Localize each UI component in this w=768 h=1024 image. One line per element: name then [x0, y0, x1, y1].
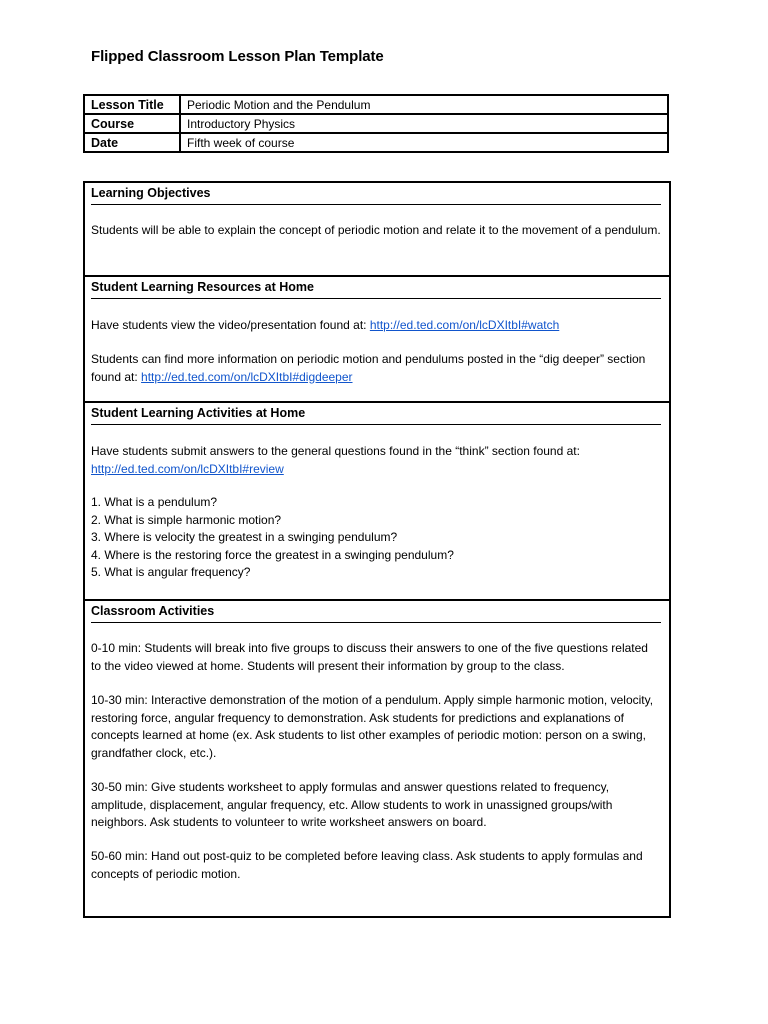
home-activities-section: [85, 401, 669, 599]
resources-section: [85, 275, 669, 401]
objectives-section: [85, 183, 669, 275]
list-item: 3. Where is velocity the greatest in a swinging pendulum?: [91, 530, 398, 544]
course-value: Introductory Physics: [180, 114, 668, 133]
home-activities-heading: Student Learning Activities at Home: [91, 406, 661, 425]
lesson-info-table: [83, 94, 669, 153]
home-activities-intro-text: Have students submit answers to the general questions found in the “think” section found at:: [91, 444, 580, 458]
resources-paragraph-1: [91, 317, 661, 335]
dig-deeper-link[interactable]: http://ed.ted.com/on/lcDXItbI#digdeeper: [141, 369, 353, 384]
lesson-title-label: Lesson Title: [84, 95, 180, 114]
table-row: [84, 133, 668, 152]
lesson-title-value: Periodic Motion and the Pendulum: [180, 95, 668, 114]
watch-link[interactable]: http://ed.ted.com/on/lcDXItbI#watch: [369, 318, 560, 332]
list-item: 5. What is angular frequency?: [91, 565, 251, 579]
review-link[interactable]: http://ed.ted.com/on/lcDXItbI#review: [91, 461, 284, 476]
resources-text-2: Students can find more information on periodic motion and pendulums posted in the “dig deeper” section found at:: [91, 352, 646, 384]
lesson-plan-box: [83, 181, 671, 918]
question-list: [91, 494, 661, 582]
home-activities-intro: [91, 443, 661, 478]
list-item: 4. Where is the restoring force the greatest in a swinging pendulum?: [91, 547, 454, 562]
resources-paragraph-2: [91, 351, 661, 386]
table-row: [84, 114, 668, 133]
classroom-paragraph-3: 30-50 min: Give students worksheet to apply formulas and answer questions related to frequency, amplitude, displacement, angular frequency, etc. Allow students to work in unassigned groups/with neighbors. Ask students to volunteer to write worksheet answers on board.: [91, 780, 613, 829]
course-label: Course: [84, 114, 180, 133]
objectives-text: Students will be able to explain the concept of periodic motion and relate it to the movement of a pendulum.: [91, 223, 661, 237]
list-item: 2. What is simple harmonic motion?: [91, 512, 282, 527]
date-label: Date: [84, 133, 180, 152]
classroom-section: [85, 599, 669, 916]
resources-heading: Student Learning Resources at Home: [91, 280, 661, 299]
classroom-paragraph-1: 0-10 min: Students will break into five groups to discuss their answers to one of the five questions related to the video viewed at home. Students will present their information by group to the class.: [91, 641, 648, 673]
date-value: Fifth week of course: [180, 133, 668, 152]
resources-text-1: Have students view the video/presentation found at:: [91, 318, 370, 332]
classroom-heading: Classroom Activities: [91, 604, 661, 623]
classroom-paragraph-2: 10-30 min: Interactive demonstration of the motion of a pendulum. Apply simple harmonic motion, velocity, restoring force, angular frequency to demonstration. Ask students for predictions and explanations of concepts learned at home (ex. Ask students to list other examples of periodic motion: person on a swing, grandfather clock, etc.).: [91, 693, 654, 760]
table-row: [84, 95, 668, 114]
list-item: 1. What is a pendulum?: [91, 495, 218, 509]
objectives-heading: Learning Objectives: [91, 186, 661, 205]
document-title: Flipped Classroom Lesson Plan Template: [91, 48, 384, 65]
question-list-wrap: [91, 494, 661, 582]
classroom-paragraph-4: 50-60 min: Hand out post-quiz to be completed before leaving class. Ask students to apply formulas and concepts of periodic motion.: [91, 849, 643, 881]
